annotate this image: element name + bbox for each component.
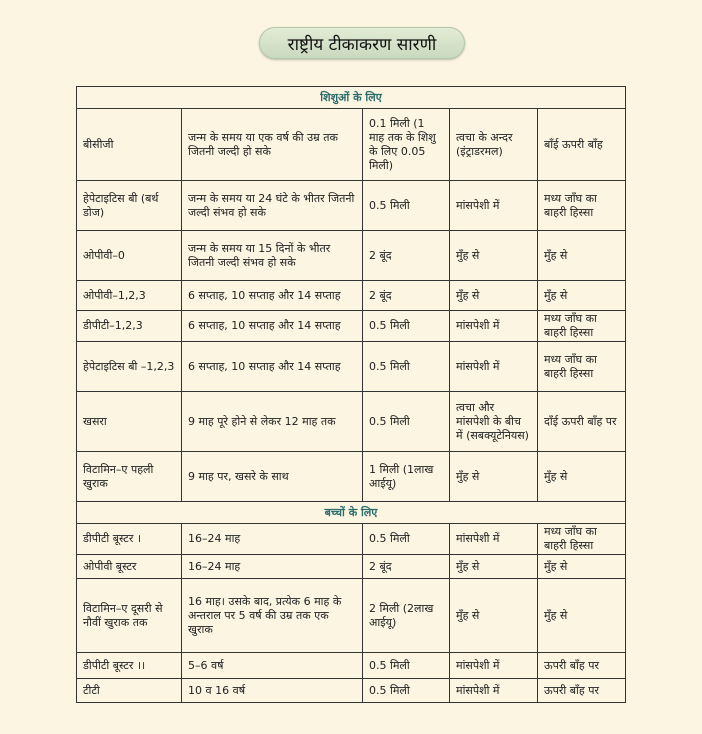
vaccine-name: ओपीवी–0 [77,231,182,281]
schedule-time: 16–24 माह [182,524,363,555]
administration-route: त्वचा और मांसपेशी के बीच में (सबक्यूटेनियस) [450,392,538,452]
administration-route: मुँह से [450,281,538,311]
table-row [77,342,626,392]
administration-route: मांसपेशी में [450,679,538,703]
vaccine-name: बीसीजी [77,109,182,181]
schedule-time: जन्म के समय या 15 दिनों के भीतर जितनी जल्दी संभव हो सके [182,231,363,281]
schedule-time: 6 सप्ताह, 10 सप्ताह और 14 सप्ताह [182,281,363,311]
injection-site: मध्य जाँघ का बाहरी हिस्सा [538,181,626,231]
administration-route: मांसपेशी में [450,342,538,392]
vaccine-name: हेपेटाइटिस बी (बर्थ डोज) [77,181,182,231]
vaccine-name: खसरा [77,392,182,452]
section-heading: शिशुओं के लिए [77,87,626,109]
injection-site: ऊपरी बाँह पर [538,653,626,679]
dose-amount: 0.1 मिली (1 माह तक के शिशु के लिए 0.05 मिली) [363,109,450,181]
table-row [77,679,626,703]
administration-route: मुँह से [450,579,538,653]
injection-site: दाँई ऊपरी बाँह पर [538,392,626,452]
vaccine-name: डीपीटी बूस्टर । [77,524,182,555]
table-row [77,231,626,281]
dose-amount: 0.5 मिली [363,524,450,555]
schedule-time: 16 माह। उसके बाद, प्रत्येक 6 माह के अन्तराल पर 5 वर्ष की उम्र तक एक खुराक [182,579,363,653]
schedule-time: जन्म के समय या 24 घंटे के भीतर जितनी जल्दी संभव हो सके [182,181,363,231]
vaccine-name: डीपीटी–1,2,3 [77,311,182,342]
injection-site: मध्य जाँघ का बाहरी हिस्सा [538,311,626,342]
administration-route: मुँह से [450,452,538,502]
dose-amount: 0.5 मिली [363,181,450,231]
dose-amount: 0.5 मिली [363,392,450,452]
injection-site: बाँई ऊपरी बाँह [538,109,626,181]
schedule-time: 5–6 वर्ष [182,653,363,679]
dose-amount: 0.5 मिली [363,342,450,392]
table-row [77,109,626,181]
vaccine-name: डीपीटी बूस्टर ।। [77,653,182,679]
section-header-row [77,502,626,524]
vaccine-name: टीटी [77,679,182,703]
injection-site: मुँह से [538,579,626,653]
injection-site: मुँह से [538,555,626,579]
table-row [77,653,626,679]
immunization-schedule-table [76,86,626,703]
administration-route: मांसपेशी में [450,653,538,679]
section-header-row [77,87,626,109]
injection-site: मुँह से [538,281,626,311]
administration-route: मांसपेशी में [450,311,538,342]
table-row [77,281,626,311]
administration-route: मुँह से [450,231,538,281]
administration-route: मांसपेशी में [450,524,538,555]
schedule-time: जन्म के समय या एक वर्ष की उम्र तक जितनी जल्दी हो सके [182,109,363,181]
injection-site: मध्य जाँघ का बाहरी हिस्सा [538,524,626,555]
administration-route: मुँह से [450,555,538,579]
vaccine-name: विटामिन–ए दूसरी से नौवीं खुराक तक [77,579,182,653]
schedule-time: 9 माह पर, खसरे के साथ [182,452,363,502]
dose-amount: 2 बूंद [363,231,450,281]
table-row [77,452,626,502]
schedule-time: 6 सप्ताह, 10 सप्ताह और 14 सप्ताह [182,342,363,392]
injection-site: ऊपरी बाँह पर [538,679,626,703]
table-row [77,579,626,653]
administration-route: त्वचा के अन्दर (इंट्राडरमल) [450,109,538,181]
page-title: राष्ट्रीय टीकाकरण सारणी [259,27,465,59]
table-row [77,311,626,342]
dose-amount: 1 मिली (1लाख आईयू) [363,452,450,502]
dose-amount: 2 मिली (2लाख आईयू) [363,579,450,653]
schedule-time: 10 व 16 वर्ष [182,679,363,703]
table-row [77,555,626,579]
vaccine-name: विटामिन–ए पहली खुराक [77,452,182,502]
schedule-time: 9 माह पूरे होने से लेकर 12 माह तक [182,392,363,452]
injection-site: मुँह से [538,231,626,281]
administration-route: मांसपेशी में [450,181,538,231]
vaccine-name: ओपीवी बूस्टर [77,555,182,579]
table-row [77,524,626,555]
injection-site: मुँह से [538,452,626,502]
vaccine-name: हेपेटाइटिस बी –1,2,3 [77,342,182,392]
dose-amount: 0.5 मिली [363,311,450,342]
section-heading: बच्चों के लिए [77,502,626,524]
dose-amount: 2 बूंद [363,555,450,579]
dose-amount: 0.5 मिली [363,653,450,679]
table-row [77,181,626,231]
dose-amount: 2 बूंद [363,281,450,311]
schedule-time: 16–24 माह [182,555,363,579]
dose-amount: 0.5 मिली [363,679,450,703]
table-row [77,392,626,452]
injection-site: मध्य जाँघ का बाहरी हिस्सा [538,342,626,392]
schedule-time: 6 सप्ताह, 10 सप्ताह और 14 सप्ताह [182,311,363,342]
vaccine-name: ओपीवी–1,2,3 [77,281,182,311]
